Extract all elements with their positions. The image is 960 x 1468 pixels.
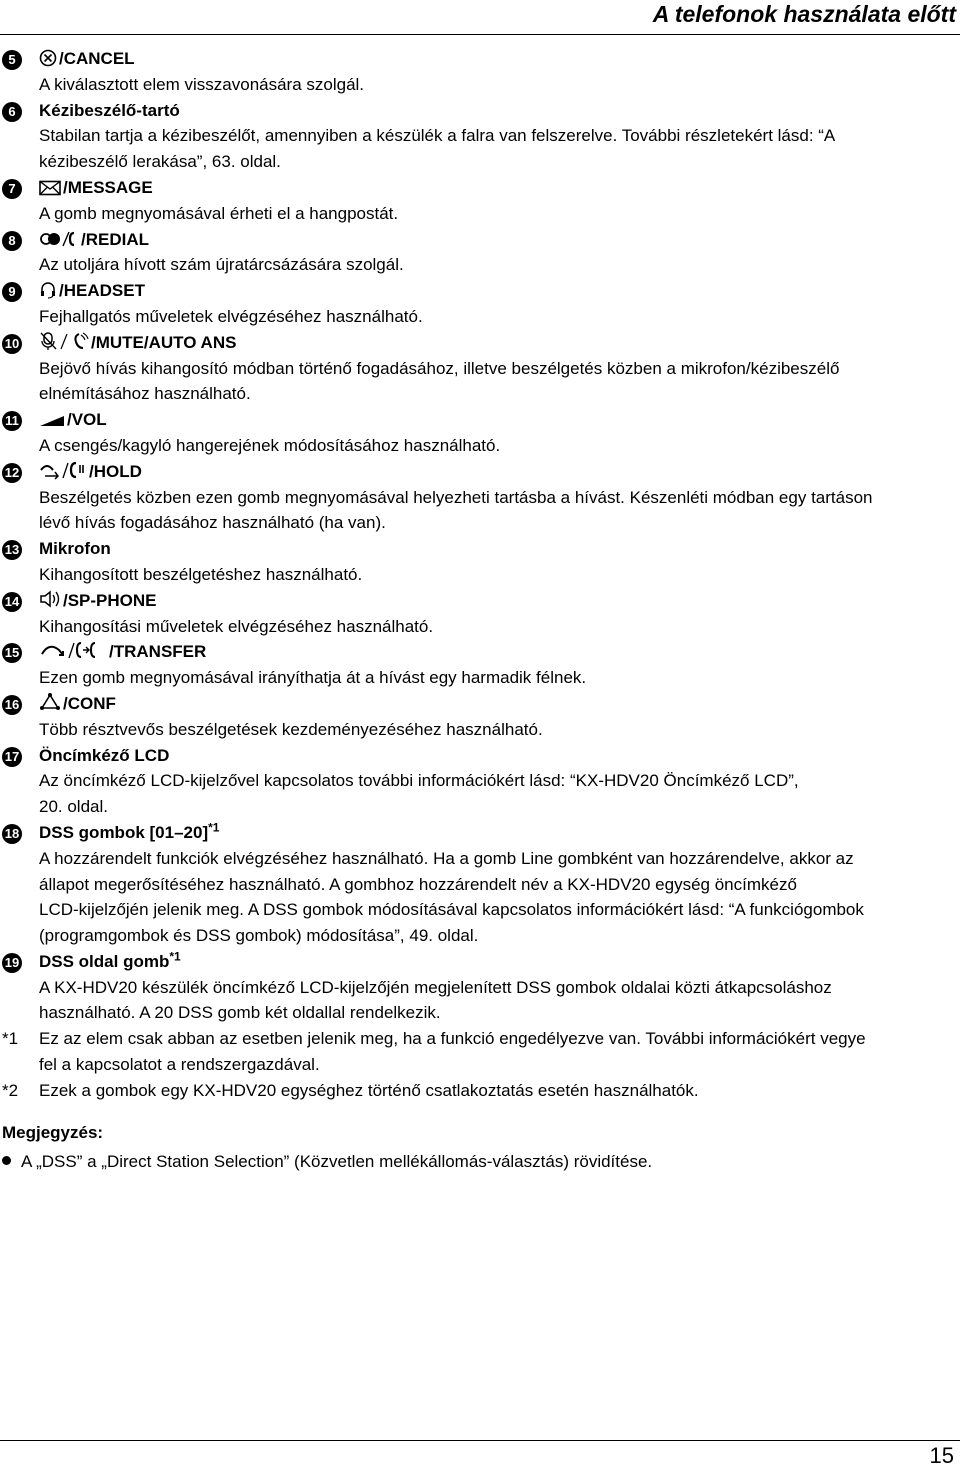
speakerphone-icon <box>39 589 61 609</box>
item-description: Az utoljára hívott szám újratárcsázására szolgál. <box>39 255 404 275</box>
note-item <box>2 1150 652 1174</box>
item-title: /CANCEL <box>59 49 135 68</box>
volume-icon <box>39 414 65 428</box>
headset-icon <box>39 281 57 299</box>
item-title: /MESSAGE <box>63 177 153 197</box>
item-number: 10 <box>2 334 22 354</box>
item-number: 12 <box>2 463 22 483</box>
item-7 <box>0 175 960 227</box>
item-number: 9 <box>2 282 22 302</box>
item-description: Kihangosított beszélgetéshez használható. <box>39 564 363 584</box>
item-title-line <box>39 278 960 304</box>
item-title: DSS oldal gomb <box>39 951 170 971</box>
item-16 <box>0 691 960 743</box>
item-title: Kézibeszélő-tartó <box>39 100 180 120</box>
item-title-line <box>39 639 960 665</box>
footnote-mark: *1 <box>2 1029 19 1049</box>
item-number: 15 <box>2 643 22 663</box>
redial-icon <box>39 230 79 248</box>
item-title: /CONF <box>63 693 116 713</box>
bullet-icon <box>2 1156 11 1165</box>
conference-icon <box>39 692 61 712</box>
item-description: Stabilan tartja a kézibeszélőt, amennyiben a készülék a falra van felszerelve. További részletekért lásd: “A <box>39 126 836 146</box>
item-description: használható. A 20 DSS gomb két oldallal rendelkezik. <box>39 1003 441 1023</box>
item-description: A csengés/kagyló hangerejének módosításához használható. <box>39 435 501 455</box>
item-14 <box>0 588 960 640</box>
item-number: 14 <box>2 592 22 612</box>
item-description: Több résztvevős beszélgetések kezdeményezéséhez használható. <box>39 719 543 739</box>
item-number: 8 <box>2 231 22 251</box>
item-number: 19 <box>2 953 22 973</box>
item-description: Kihangosítási műveletek elvégzéséhez használható. <box>39 616 434 636</box>
item-title: /SP-PHONE <box>63 590 157 610</box>
footnote-mark: *2 <box>2 1080 19 1100</box>
footnote <box>0 1078 960 1104</box>
item-title-line <box>39 330 960 356</box>
transfer-icon <box>39 640 107 660</box>
item-title-line <box>39 691 960 717</box>
item-description: A KX-HDV20 készülék öncímkéző LCD-kijelzőjén megjelenített DSS gombok oldalai közti átkapcsoláshoz <box>39 977 832 997</box>
item-13 <box>0 536 960 588</box>
cancel-icon <box>39 49 57 67</box>
item-description: (programgombok és DSS gombok) módosítása”, 49. oldal. <box>39 926 479 946</box>
footnote-text: Ez az elem csak abban az esetben jelenik meg, ha a funkció engedélyezve van. További információkért vegye <box>39 1029 866 1049</box>
message-icon <box>39 180 61 196</box>
item-title: /VOL <box>67 410 107 430</box>
item-title-line <box>39 949 960 975</box>
page-header-title: A telefonok használata előtt <box>652 1 956 27</box>
item-title: /HOLD <box>89 461 142 481</box>
item-title-line <box>39 459 960 485</box>
footnote-ref: *1 <box>208 820 220 835</box>
item-number: 6 <box>2 102 22 122</box>
item-11 <box>0 407 960 459</box>
item-title: /TRANSFER <box>109 642 207 662</box>
item-description: LCD-kijelzőjén jelenik meg. A DSS gombok módosításával kapcsolatos információkért lásd: “A funkciógombok <box>39 900 864 920</box>
item-description: Ezen gomb megnyomásával irányíthatja át a hívást egy harmadik félnek. <box>39 668 587 688</box>
hold-icon <box>39 460 87 480</box>
item-title: /HEADSET <box>59 281 145 301</box>
item-15 <box>0 639 960 691</box>
item-title-line <box>39 227 960 253</box>
item-title-line <box>39 98 960 124</box>
header-divider <box>0 34 960 35</box>
item-number: 18 <box>2 824 22 844</box>
item-description: Beszélgetés közben ezen gomb megnyomásával helyezheti tartásba a hívást. Készenléti módban egy tartáson <box>39 487 873 507</box>
item-title-line <box>39 46 960 72</box>
item-6 <box>0 98 960 175</box>
item-title-line <box>39 175 960 201</box>
item-list <box>0 46 960 1104</box>
item-title: Öncímkéző LCD <box>39 745 170 765</box>
item-number: 13 <box>2 540 22 560</box>
item-description: Az öncímkéző LCD-kijelzővel kapcsolatos további információkért lásd: “KX-HDV20 Öncímkéző LCD”, <box>39 771 799 791</box>
note-heading: Megjegyzés: <box>2 1123 104 1142</box>
item-description: Bejövő hívás kihangosító módban történő fogadásához, illetve beszélgetés közben a mikrofon/kézibeszélő <box>39 358 840 378</box>
item-title: /REDIAL <box>81 229 149 249</box>
item-title: DSS gombok [01–20] <box>39 822 209 842</box>
note-text: A „DSS” a „Direct Station Selection” (Közvetlen mellékállomás-választás) rövidítése. <box>21 1152 653 1171</box>
item-number: 7 <box>2 179 22 199</box>
item-title: /MUTE/AUTO ANS <box>91 332 237 352</box>
item-title: Mikrofon <box>39 539 111 559</box>
item-description: A hozzárendelt funkciók elvégzéséhez használható. Ha a gomb Line gombként van hozzárendelve, akkor az <box>39 848 854 868</box>
item-description: állapot megerősítéséhez használható. A gombhoz hozzárendelt név a KX-HDV20 egység öncímkéző <box>39 874 797 894</box>
item-5 <box>0 46 960 98</box>
item-12 <box>0 459 960 536</box>
footnote <box>0 1026 960 1078</box>
item-title-line <box>39 536 960 562</box>
item-description: A kiválasztott elem visszavonására szolgál. <box>39 74 365 94</box>
item-description: lévő hívás fogadásához használható (ha van). <box>39 513 386 533</box>
item-number: 17 <box>2 747 22 767</box>
item-9 <box>0 278 960 330</box>
item-title-line <box>39 588 960 614</box>
item-number: 5 <box>2 50 22 70</box>
footer-divider <box>0 1440 960 1441</box>
footnote-text: fel a kapcsolatot a rendszergazdával. <box>39 1055 320 1075</box>
item-number: 11 <box>2 411 22 431</box>
item-17 <box>0 743 960 820</box>
mute-icon <box>39 331 89 351</box>
item-title-line <box>39 820 960 846</box>
footnote-ref: *1 <box>169 949 181 964</box>
item-title-line <box>39 407 960 433</box>
item-description: Fejhallgatós műveletek elvégzéséhez használható. <box>39 306 423 326</box>
item-description: kézibeszélő lerakása”, 63. oldal. <box>39 152 281 172</box>
footnote-text: Ezek a gombok egy KX-HDV20 egységhez történő csatlakoztatás esetén használhatók. <box>39 1080 699 1100</box>
page-number: 15 <box>929 1443 954 1468</box>
item-description: 20. oldal. <box>39 797 108 817</box>
item-description: A gomb megnyomásával érheti el a hangpostát. <box>39 203 399 223</box>
item-description: elnémításához használható. <box>39 384 251 404</box>
item-10 <box>0 330 960 407</box>
item-19 <box>0 949 960 1026</box>
item-18 <box>0 820 960 949</box>
item-8 <box>0 227 960 279</box>
item-title-line <box>39 743 960 769</box>
item-number: 16 <box>2 695 22 715</box>
